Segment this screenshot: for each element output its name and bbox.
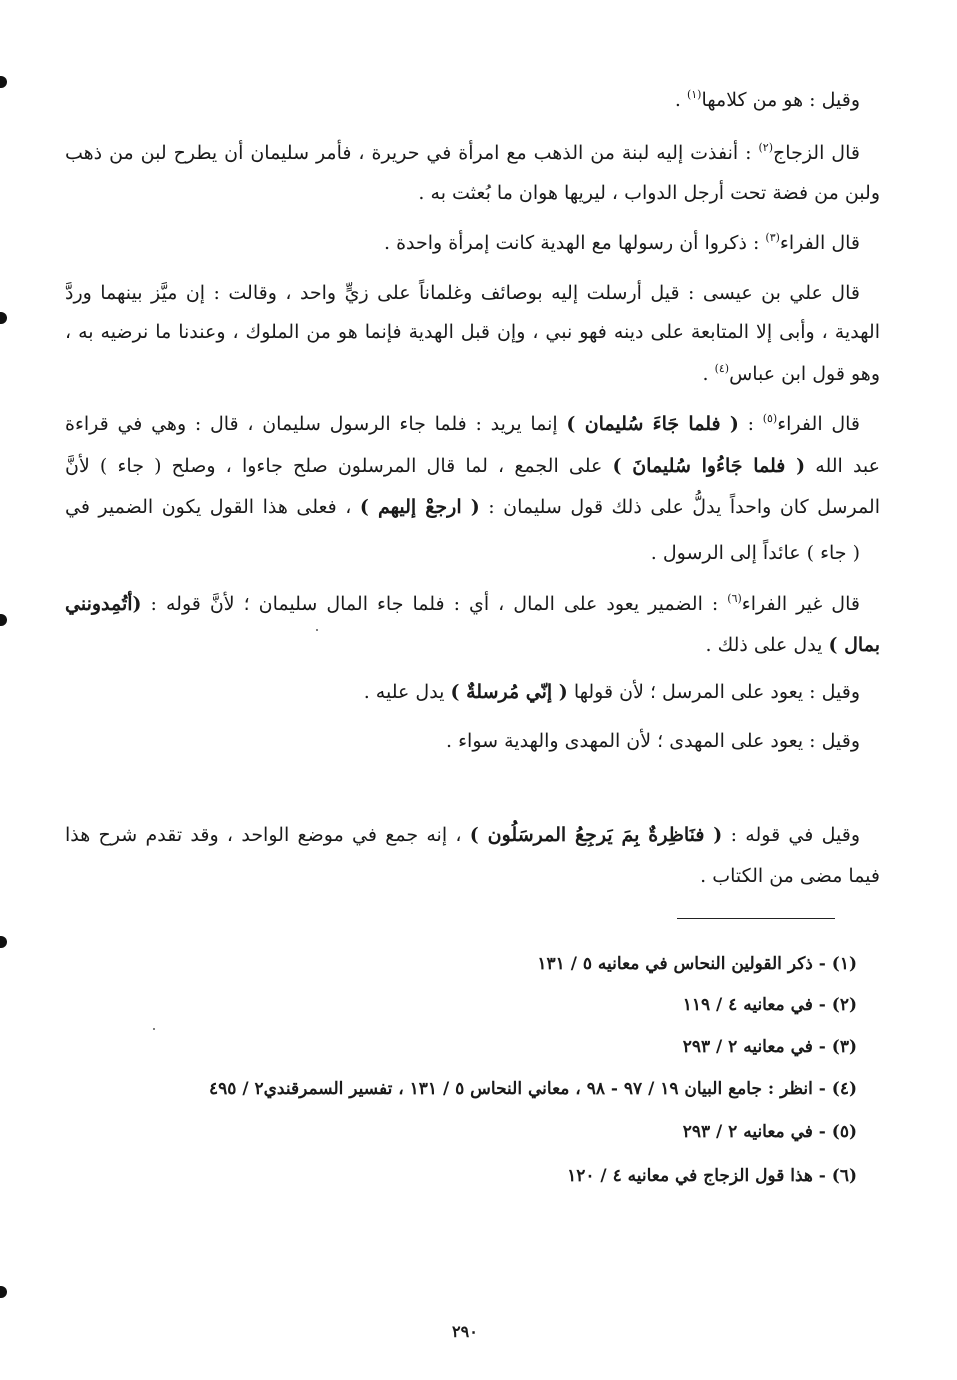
paragraph-line: وهو قول ابن عباس$^{(٤)}$ .	[702, 362, 880, 385]
quran-quote: ( فنَاظِرةٌ بِمَ يَرجِعُ المرسَلُون )	[469, 824, 723, 846]
footnote: (٥) - في معانيه ٢ / ٢٩٣	[682, 1122, 857, 1142]
paragraph-line: وقيل في قوله : ( فنَاظِرةٌ بِمَ يَرجِعُ المرسَلُون ) ، إنه جمع في موضع الواحد ، وقد تقدم شرح هذا	[65, 824, 861, 846]
footnote: (١) - ذكر القولين النحاس في معانيه ٥ / ١٣١	[537, 954, 857, 974]
binding-mark	[0, 312, 7, 324]
paragraph-line: عبد الله ( فلما جَاءُوا سُليمانَ ) على الجمع ، لما قال المرسلون صلح جاءوا ، وصلح ( جاء ) لأنَّ	[65, 455, 880, 477]
binding-mark	[0, 1286, 7, 1298]
paragraph-line: ( جاء ) عائداً إلى الرسول .	[650, 542, 860, 564]
quran-quote: ( ارجعْ إليهم )	[359, 496, 480, 518]
paragraph-line: قال الفراء$^{(٣)}$ : ذكروا أن رسولها مع الهدية كانت إمرأة واحدة .	[383, 231, 860, 254]
paragraph-line: وقيل : هو من كلامها$^{(١)}$ .	[674, 88, 860, 111]
paragraph-line: قال الفراء$^{(٥)}$ : ( فلما جَاءَ سُليمان ) إنما يريد : فلما جاء الرسول سليمان ، قال : وهي في قراءة	[65, 412, 860, 435]
binding-mark	[0, 76, 7, 88]
footnote: (٢) - في معانيه ٤ / ١١٩	[682, 995, 857, 1015]
paragraph-line: الهدية ، وأبى إلا المتابعة على دينه فهو نبي ، وإن قبل الهدية فإنما هو من الملوك ، وعندنا ما نرضيه به ،	[65, 321, 880, 343]
quran-quote: (أتُمِدونني	[65, 593, 142, 615]
paragraph-line: فيما مضى من الكتاب .	[700, 865, 880, 887]
binding-mark	[0, 614, 7, 626]
paragraph-line: قال غير الفراء$^{(٦)}$ : الضمير يعود على المال ، أي : فلما جاء المال سليمان ؛ لأنَّ قوله : (أتُمِدونني	[65, 592, 860, 615]
paragraph-line: بمال ) يدل على ذلك .	[705, 634, 880, 656]
quran-quote: ( فلما جَاءُوا سُليمانَ )	[612, 455, 806, 477]
paragraph-line: ولبن من فضة تحت أرجل الدواب ، ليريها هوان ما بُعثت به .	[418, 182, 880, 204]
paragraph-line: وقيل : يعود على المهدى ؛ لأن المهدى والهدية سواء .	[446, 730, 860, 752]
paragraph-line: المرسل كان واحداً يدلُّ على ذلك قول سليمان : ( ارجعْ إليهم ) ، فعلى هذا القول يكون الضمير في	[65, 496, 881, 518]
speck	[153, 1028, 155, 1030]
binding-mark	[0, 936, 7, 948]
paragraph-line: وقيل : يعود على المرسل ؛ لأن قولها ( إنّي مُرسلةٌ ) يدل عليه .	[363, 681, 860, 703]
quran-quote: ( فلما جَاءَ سُليمان )	[566, 413, 739, 435]
footnote: (٤) - انظر : جامع البيان ١٩ / ٩٧ - ٩٨ ، معاني النحاس ٥ / ١٣١ ، تفسير السمرقندي٢ / ٤٩٥	[209, 1079, 857, 1099]
footnote: (٦) - هذا قول الزجاج في معانيه ٤ / ١٢٠	[567, 1166, 857, 1186]
paragraph-line: قال الزجاج$^{(٢)}$ : أنفذت إليه لبنة من الذهب مع امرأة في حريرة ، فأمر سليمان أن يطرح لبن من ذهب	[65, 141, 860, 164]
quran-quote: ( إنّي مُرسلةٌ )	[450, 681, 568, 703]
speck	[316, 629, 318, 631]
footnote-separator	[677, 918, 835, 919]
page-number: ٢٩٠	[452, 1322, 478, 1341]
quran-quote: بمال )	[828, 634, 880, 656]
footnote: (٣) - في معانيه ٢ / ٢٩٣	[682, 1037, 857, 1057]
paragraph-line: قال علي بن عيسى : قيل أرسلت إليه بوصائف وغلماناً على زيٍّ واحد ، وقالت : إن ميَّز بينهما وردَّ	[65, 282, 860, 304]
